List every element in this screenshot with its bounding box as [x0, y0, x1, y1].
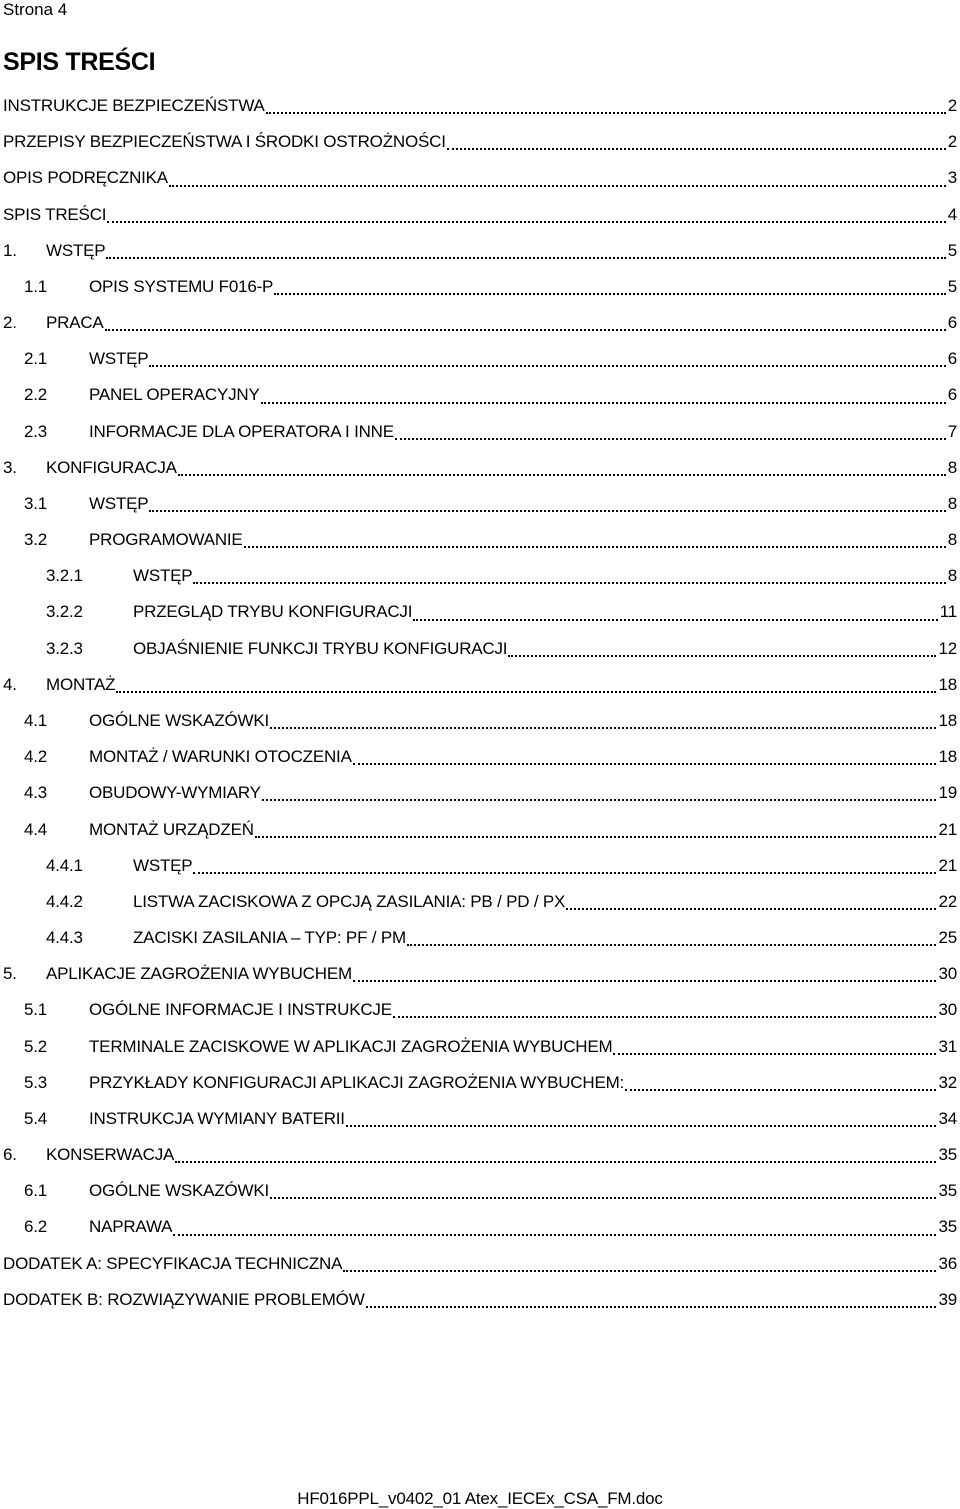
- toc-entry-page: 2: [947, 132, 957, 152]
- toc-entry[interactable]: [0, 920, 960, 956]
- dot-leader: [175, 1161, 936, 1163]
- toc-entry[interactable]: [0, 450, 960, 486]
- toc-entry-number: 3.: [3, 457, 17, 477]
- toc-entry-page: 4: [947, 204, 957, 224]
- toc-entry-label: SPIS TREŚCI: [3, 204, 107, 224]
- toc-entry[interactable]: [0, 739, 960, 775]
- toc-entry-label: OPIS SYSTEMU F016-P: [89, 276, 274, 296]
- toc-entry-label: OGÓLNE WSKAZÓWKI: [89, 711, 270, 730]
- dot-leader: [255, 836, 937, 838]
- toc-entry-label: INFORMACJE DLA OPERATORA I INNE: [89, 421, 394, 441]
- toc-entry-label: WSTĘP: [89, 493, 149, 513]
- toc-entry[interactable]: [0, 1282, 960, 1318]
- toc-entry-label: PRZYKŁADY KONFIGURACJI APLIKACJI ZAGROŻENIA WYBUCHEM:: [89, 1072, 625, 1092]
- toc-entry-page: 8: [947, 457, 957, 477]
- toc-entry-label: LISTWA ZACISKOWA Z OPCJĄ ZASILANIA: PB / PD / PX: [133, 891, 566, 911]
- toc-entry-label: DODATEK A: SPECYFIKACJA TECHNICZNA: [3, 1253, 343, 1273]
- toc-entry-number: 6.1: [24, 1181, 48, 1201]
- toc-entry[interactable]: [0, 88, 960, 124]
- toc-entry-page: 35: [938, 1145, 957, 1165]
- toc-entry-page: 35: [938, 1217, 957, 1237]
- toc-entry-page: 25: [938, 928, 957, 948]
- dot-leader: [566, 908, 936, 910]
- dot-leader: [353, 980, 937, 982]
- toc-entry-label: PRACA: [46, 313, 104, 333]
- toc-entry-number: 5.4: [24, 1108, 48, 1128]
- toc-entry-label: MONTAŻ URZĄDZEŃ: [89, 819, 254, 839]
- toc-entry[interactable]: [0, 1209, 960, 1245]
- dot-leader: [105, 329, 946, 331]
- toc-entry-page: 5: [947, 240, 957, 260]
- dot-leader: [193, 582, 945, 584]
- toc-entry-number: 3.2: [24, 530, 48, 550]
- toc-entry-number: 5.: [3, 964, 17, 984]
- toc-entry-page: 36: [938, 1253, 957, 1273]
- toc-entry-label: TERMINALE ZACISKOWE W APLIKACJI ZAGROŻENIA WYBUCHEM: [89, 1036, 613, 1056]
- toc-entry-page: 18: [938, 674, 957, 694]
- toc-entry-number: 2.3: [24, 421, 48, 441]
- page-number-header: Strona 4: [3, 0, 68, 19]
- toc-entry-number: 4.4.1: [46, 855, 83, 875]
- toc-entry-label: WSTĘP: [89, 349, 149, 369]
- toc-entry[interactable]: [0, 160, 960, 196]
- toc-entry-number: 4.4.3: [46, 928, 83, 948]
- dot-leader: [343, 1270, 936, 1272]
- toc-entry-number: 1.: [3, 240, 17, 260]
- dot-leader: [169, 185, 946, 187]
- toc-entry[interactable]: [0, 1246, 960, 1282]
- dot-leader: [149, 365, 945, 367]
- toc-entry[interactable]: [0, 631, 960, 667]
- toc-entry-page: 19: [938, 783, 957, 803]
- dot-leader: [270, 727, 936, 729]
- toc-entry[interactable]: [0, 305, 960, 341]
- toc-entry[interactable]: [0, 1173, 960, 1209]
- dot-leader: [244, 546, 946, 548]
- toc-entry-label: APLIKACJE ZAGROŻENIA WYBUCHEM: [46, 964, 352, 984]
- dot-leader: [173, 1234, 936, 1236]
- toc-entry-label: OGÓLNE WSKAZÓWKI: [89, 1181, 270, 1201]
- toc-entry-page: 8: [947, 493, 957, 513]
- toc-entry-page: 2: [947, 96, 957, 116]
- toc-entry[interactable]: [0, 956, 960, 992]
- toc-entry-page: 3: [947, 168, 957, 188]
- toc-entry-page: 31: [938, 1036, 957, 1056]
- toc-entry-page: 39: [938, 1289, 957, 1309]
- dot-leader: [274, 293, 946, 295]
- toc-entry[interactable]: [0, 197, 960, 233]
- toc-entry[interactable]: [0, 884, 960, 920]
- toc-entry[interactable]: [0, 703, 960, 739]
- toc-entry-label: INSTRUKCJA WYMIANY BATERII: [89, 1108, 345, 1128]
- dot-leader: [366, 1306, 937, 1308]
- toc-entry-page: 6: [947, 349, 957, 369]
- dot-leader: [193, 872, 936, 874]
- toc-entry[interactable]: [0, 486, 960, 522]
- toc-entry[interactable]: [0, 848, 960, 884]
- toc-entry-page: 21: [938, 819, 957, 839]
- dot-leader: [262, 799, 937, 801]
- toc-entry[interactable]: [0, 377, 960, 413]
- toc-entry-label: KONSERWACJA: [46, 1145, 175, 1165]
- toc-entry-label: NAPRAWA: [89, 1217, 173, 1237]
- toc-entry-page: 30: [938, 964, 957, 984]
- toc-entry[interactable]: [0, 233, 960, 269]
- document-filename-footer: HF016PPL_v0402_01 Atex_IECEx_CSA_FM.doc: [297, 1489, 663, 1508]
- toc-title: SPIS TREŚCI: [3, 48, 156, 76]
- toc-entry-label: PRZEGLĄD TRYBU KONFIGURACJI: [133, 602, 413, 622]
- toc-entry-page: 12: [938, 638, 957, 658]
- toc-entry-page: 11: [939, 602, 957, 622]
- dot-leader: [353, 763, 937, 765]
- toc-entry-page: 35: [938, 1181, 957, 1201]
- toc-entry-label: MONTAŻ: [46, 674, 116, 694]
- toc-entry-number: 6.: [3, 1145, 17, 1165]
- toc-entry-number: 4.: [3, 674, 17, 694]
- toc-entry-page: 5: [947, 276, 957, 296]
- dot-leader: [106, 257, 945, 259]
- dot-leader: [116, 691, 936, 693]
- dot-leader: [413, 619, 938, 621]
- dot-leader: [393, 1016, 937, 1018]
- toc-entry[interactable]: [0, 1065, 960, 1101]
- toc-entry-page: 8: [947, 566, 957, 586]
- toc-entry-page: 8: [947, 530, 957, 550]
- toc-entry-label: WSTĘP: [133, 855, 193, 875]
- dot-leader: [266, 112, 946, 114]
- toc-entry[interactable]: [0, 1101, 960, 1137]
- toc-entry[interactable]: [0, 1137, 960, 1173]
- toc-entry-label: OGÓLNE INFORMACJE I INSTRUKCJE: [89, 1000, 392, 1020]
- dot-leader: [346, 1125, 937, 1127]
- dot-leader: [395, 438, 946, 440]
- toc-entry-label: WSTĘP: [133, 566, 193, 586]
- toc-entry-number: 2.: [3, 313, 17, 333]
- toc-entry-number: 5.2: [24, 1036, 48, 1056]
- dot-leader: [107, 221, 945, 223]
- dot-leader: [613, 1053, 936, 1055]
- toc-entry-number: 4.1: [24, 711, 48, 730]
- toc-entry-number: 1.1: [24, 276, 48, 296]
- toc-entry[interactable]: [0, 414, 960, 450]
- toc-entry[interactable]: [0, 1028, 960, 1064]
- toc-entry-page: 6: [947, 313, 957, 333]
- toc-entry-label: DODATEK B: ROZWIĄZYWANIE PROBLEMÓW: [3, 1289, 365, 1309]
- toc-entry-label: KONFIGURACJA: [46, 457, 177, 477]
- toc-entry-page: 21: [938, 855, 957, 875]
- toc-entry-page: 7: [947, 421, 957, 441]
- toc-entry-label: WSTĘP: [46, 240, 106, 260]
- toc-entry-page: 22: [938, 891, 957, 911]
- toc-entry-number: 6.2: [24, 1217, 48, 1237]
- dot-leader: [508, 655, 936, 657]
- toc-entry-label: OBJAŚNIENIE FUNKCJI TRYBU KONFIGURACJI: [133, 638, 508, 658]
- toc-entry-label: ZACISKI ZASILANIA – TYP: PF / PM: [133, 928, 406, 948]
- toc-entry-label: OPIS PODRĘCZNIKA: [3, 168, 168, 188]
- toc-entry-number: 4.2: [24, 747, 48, 767]
- toc-entry-number: 5.1: [24, 1000, 48, 1020]
- dot-leader: [261, 402, 946, 404]
- toc-entry-page: 30: [938, 1000, 957, 1020]
- toc-entry-number: 5.3: [24, 1072, 48, 1092]
- toc-entry-number: 3.2.3: [46, 638, 83, 658]
- toc-entry[interactable]: [0, 124, 960, 160]
- toc-entry[interactable]: [0, 992, 960, 1028]
- toc-entry-page: 18: [938, 711, 957, 730]
- toc-entry[interactable]: [0, 341, 960, 377]
- dot-leader: [407, 944, 937, 946]
- toc-entry-label: PROGRAMOWANIE: [89, 530, 243, 550]
- dot-leader: [178, 474, 946, 476]
- toc-entry-number: 2.1: [24, 349, 48, 369]
- toc-entry-number: 4.3: [24, 783, 48, 803]
- toc-entry[interactable]: [0, 522, 960, 558]
- toc-entry-page: 18: [938, 747, 957, 767]
- toc-entry-label: OBUDOWY-WYMIARY: [89, 783, 261, 803]
- toc-entry-page: 34: [938, 1108, 957, 1128]
- dot-leader: [149, 510, 945, 512]
- toc-entry[interactable]: [0, 667, 960, 703]
- toc-entry-page: 6: [947, 385, 957, 405]
- toc-entry[interactable]: [0, 775, 960, 811]
- toc-entry-number: 3.1: [24, 493, 48, 513]
- table-of-contents: [0, 88, 960, 1318]
- toc-entry-label: MONTAŻ / WARUNKI OTOCZENIA: [89, 747, 352, 767]
- toc-entry-page: 32: [938, 1072, 957, 1092]
- dot-leader: [625, 1089, 936, 1091]
- toc-entry[interactable]: [0, 269, 960, 305]
- toc-entry-number: 2.2: [24, 385, 48, 405]
- toc-entry-number: 3.2.1: [46, 566, 83, 586]
- toc-entry-label: PRZEPISY BEZPIECZEŃSTWA I ŚRODKI OSTROŻNOŚCI: [3, 132, 446, 152]
- toc-entry-number: 3.2.2: [46, 602, 83, 622]
- toc-entry-number: 4.4.2: [46, 891, 83, 911]
- toc-entry-number: 4.4: [24, 819, 48, 839]
- toc-entry-label: PANEL OPERACYJNY: [89, 385, 260, 405]
- dot-leader: [447, 148, 946, 150]
- toc-entry[interactable]: [0, 558, 960, 594]
- toc-entry[interactable]: [0, 594, 960, 630]
- dot-leader: [270, 1197, 936, 1199]
- toc-entry-label: INSTRUKCJE BEZPIECZEŃSTWA: [3, 96, 265, 116]
- toc-entry[interactable]: [0, 811, 960, 847]
